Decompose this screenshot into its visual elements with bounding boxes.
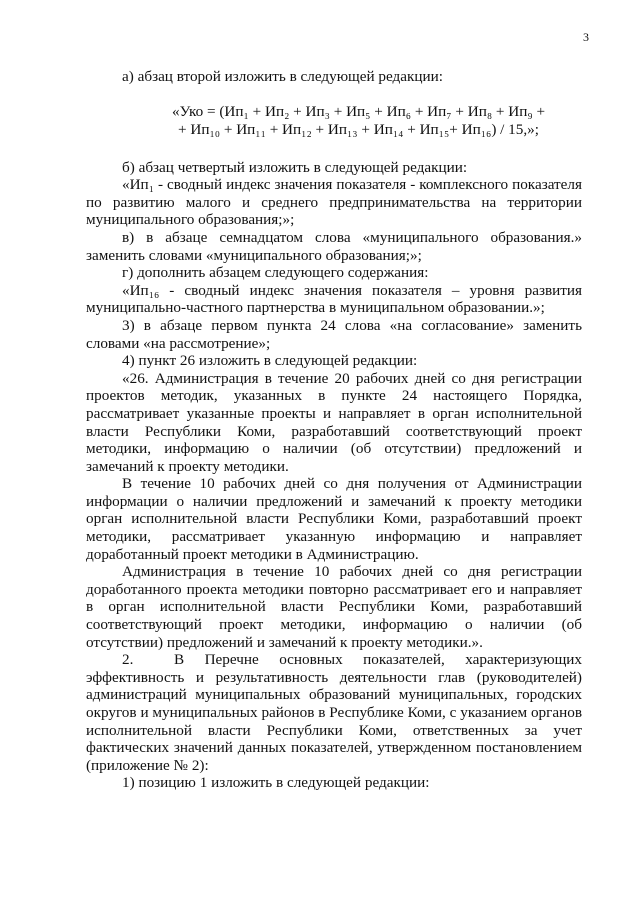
section-2-paragraph	[86, 651, 582, 774]
section-2-text: В Перечне основных показателей, характеризующих эффективность и результативность деятельности глав (руководителей) администраций муниципальных образований муниципальных, городских округов и муниципальных районов в Республике Коми, с указанием органов исполнительной власти Республики Коми, ответственных за учет фактических значений данных показателей, утвержденном постановлением (приложение № 2):	[86, 651, 582, 774]
section-2-number: 2.	[122, 651, 134, 669]
page-number: 3	[583, 30, 589, 44]
item-4-paragraph-2: В течение 10 рабочих дней со дня получения от Администрации информации о наличии предложений и замечаний к проекту методики орган исполнительной власти Республики Коми, разработавший проект методики, рассматривает указанную информацию и направляет доработанный проект методики в Администрацию.	[86, 475, 582, 563]
item-g-heading: г) дополнить абзацем следующего содержания:	[122, 264, 429, 282]
item-4-paragraph-3: Администрация в течение 10 рабочих дней со дня регистрации доработанного проекта методики повторно рассматривает его и направляет в орган исполнительной власти Республики Коми, разработавший соответствующий проект методики, информацию о наличии (об отсутствии) предложений и замечаний к проекту методики.».	[86, 563, 582, 651]
item-a-heading: а) абзац второй изложить в следующей редакции:	[122, 68, 444, 85]
formula-line-2: + Ип₁₀ + Ип₁₁ + Ип₁₂ + Ип₁₃ + Ип₁₄ + Ип₁₅+ Ип₁₆) / 15,»;	[178, 120, 539, 138]
item-4-paragraph-1: «26. Администрация в течение 20 рабочих дней со дня регистрации проектов методик, указанных в пункте 24 настоящего Порядка, рассматривает указанные проекты и направляет в орган исполнительной власти Республики Коми, разработавший соответствующий проект методики, информацию о наличии (об отсутствии) предложений и замечаний к проекту методики.	[86, 369, 582, 475]
section-2-item-1: 1) позицию 1 изложить в следующей редакции:	[122, 774, 430, 792]
document-body	[86, 68, 582, 792]
item-g-text: «Ип₁₆ - сводный индекс значения показателя – уровня развития муниципально-частного партнерства в муниципальном образовании.»;	[86, 281, 582, 317]
item-3-text: 3) в абзаце первом пункта 24 слова «на согласование» заменить словами «на рассмотрение»;	[86, 316, 582, 352]
item-4-heading: 4) пункт 26 изложить в следующей редакции:	[122, 352, 418, 370]
formula-line-1: «Уко = (Ип₁ + Ип₂ + Ип₃ + Ип₅ + Ип₆ + Ип₇ + Ип₈ + Ип₉ +	[172, 102, 546, 120]
item-b-text: «Ип₁ - сводный индекс значения показателя - комплексного показателя по развитию малого и среднего предпринимательства на территории муниципального образования;»;	[86, 176, 582, 229]
item-v-text: в) в абзаце семнадцатом слова «муниципального образования.» заменить словами «муниципального образования;»;	[86, 228, 582, 264]
item-b-heading: б) абзац четвертый изложить в следующей редакции:	[122, 158, 468, 176]
formula-block	[86, 103, 582, 139]
